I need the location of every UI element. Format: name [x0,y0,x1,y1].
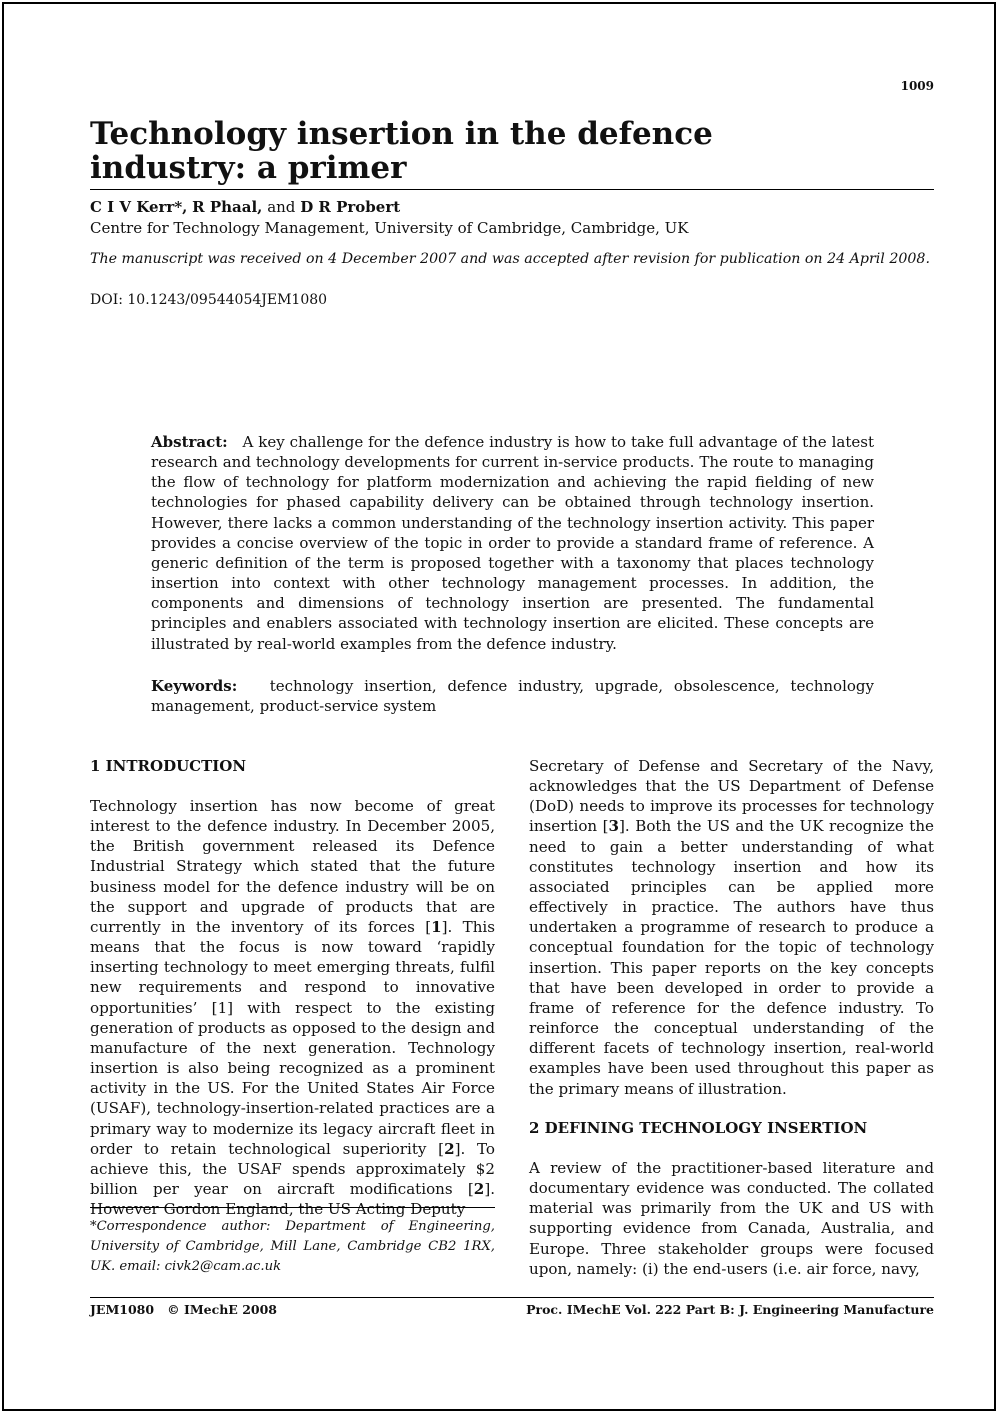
title-line-1: Technology insertion in the defence [90,116,713,152]
title-rule [90,189,934,190]
author-phaal: R Phaal, [192,198,263,216]
footer-article-id: JEM1080 © IMechE 2008 [90,1302,277,1317]
section-1-body-continued: Secretary of Defense and Secretary of the Navy, acknowledges that the US Department of Defense (DoD) needs to improve its processes for technology insertion [3]. Both the US and the UK recognize the need to gain a better understanding of what constitutes technology insertion and how its associated principles can be applied more effectively in practice. The authors have thus undertaken a programme of research to produce a conceptual foundation for the topic of technology insertion. This paper reports on the key concepts that have been developed in order to provide a frame of reference for the defence industry. To reinforce the conceptual understanding of the different facets of technology insertion, real-world examples have been used throughout this paper as the primary means of illustration. [529,757,934,1098]
citation[interactable]: 2 [473,1179,485,1198]
citation[interactable]: 1 [217,998,228,1017]
keywords-label: Keywords: [151,677,238,695]
section-1-body: Technology insertion has now become of great interest to the defence industry. In December 2005, the British government released its Defence Industrial Strategy which stated that the future business model for the defence industry will be on the support and upgrade of products that are currently in the inventory of its forces [1]. This means that the focus is now toward ‘rapidly inserting technology to meet emerging threats, fulfil new requirements and respond to innovative opportunities’ [1] with respect to the existing generation of products as opposed to the design and manufacture of the next generation. Technology insertion is also being recognized as a prominent activity in the US. For the United States Air Force (USAF), technology-insertion-related practices are a primary way to modernize its legacy aircraft fleet in order to retain technological superiority [2]. To achieve this, the USAF spends approximately $2 billion per year on aircraft modifications [2]. However Gordon England, the US Acting Deputy [90,797,495,1219]
citation[interactable]: 3 [608,817,620,836]
footnote-rule [90,1207,495,1208]
page-number: 1009 [900,79,934,93]
paper-title [90,117,934,185]
doi: DOI: 10.1243/09544054JEM1080 [90,292,328,308]
author-kerr: C I V Kerr*, [90,198,188,216]
abstract [151,432,874,654]
footer-rule [90,1297,934,1298]
citation[interactable]: 2 [444,1139,455,1158]
author-and: and [267,198,296,216]
keywords-text: technology insertion, defence industry, upgrade, obsolescence, technology management, product-service system [151,677,874,715]
title-line-2: industry: a primer [90,150,407,186]
section-1-heading: 1 INTRODUCTION [90,757,247,775]
correspondence-footnote: *Correspondence author: Department of Engineering, University of Cambridge, Mill Lane, Cambridge CB2 1RX, UK. email: civk2@cam.ac.uk [90,1219,495,1274]
affiliation: Centre for Technology Management, University of Cambridge, Cambridge, UK [90,219,689,237]
citation[interactable]: 1 [431,917,442,936]
author-list [90,198,400,216]
received-note: The manuscript was received on 4 December 2007 and was accepted after revision for publication on 24 April 2008. [90,251,930,267]
keywords [151,676,874,716]
author-probert: D R Probert [300,198,401,216]
abstract-text: A key challenge for the defence industry is how to take full advantage of the latest research and technology developments for current in-service products. The route to managing the flow of technology for platform modernization and achieving the rapid fielding of new technologies for phased capability delivery can be obtained through technology insertion. However, there lacks a common understanding of the technology insertion activity. This paper provides a concise overview of the topic in order to provide a standard frame of reference. A generic definition of the term is proposed together with a taxonomy that places technology insertion into context with other technology management processes. In addition, the components and dimensions of technology insertion are presented. The fundamental principles and enablers associated with technology insertion are elicited. These concepts are illustrated by real-world examples from the defence industry. [151,433,874,653]
abstract-label: Abstract: [151,433,228,451]
footer-journal: Proc. IMechE Vol. 222 Part B: J. Engineering Manufacture [526,1302,934,1317]
section-2-heading: 2 DEFINING TECHNOLOGY INSERTION [529,1119,868,1137]
section-2-body: A review of the practitioner-based literature and documentary evidence was conducted. The collated material was primarily from the UK and US with supporting evidence from Canada, Australia, and Europe. Three stakeholder groups were focused upon, namely: (i) the end-users (i.e. air force, navy, [529,1159,934,1278]
